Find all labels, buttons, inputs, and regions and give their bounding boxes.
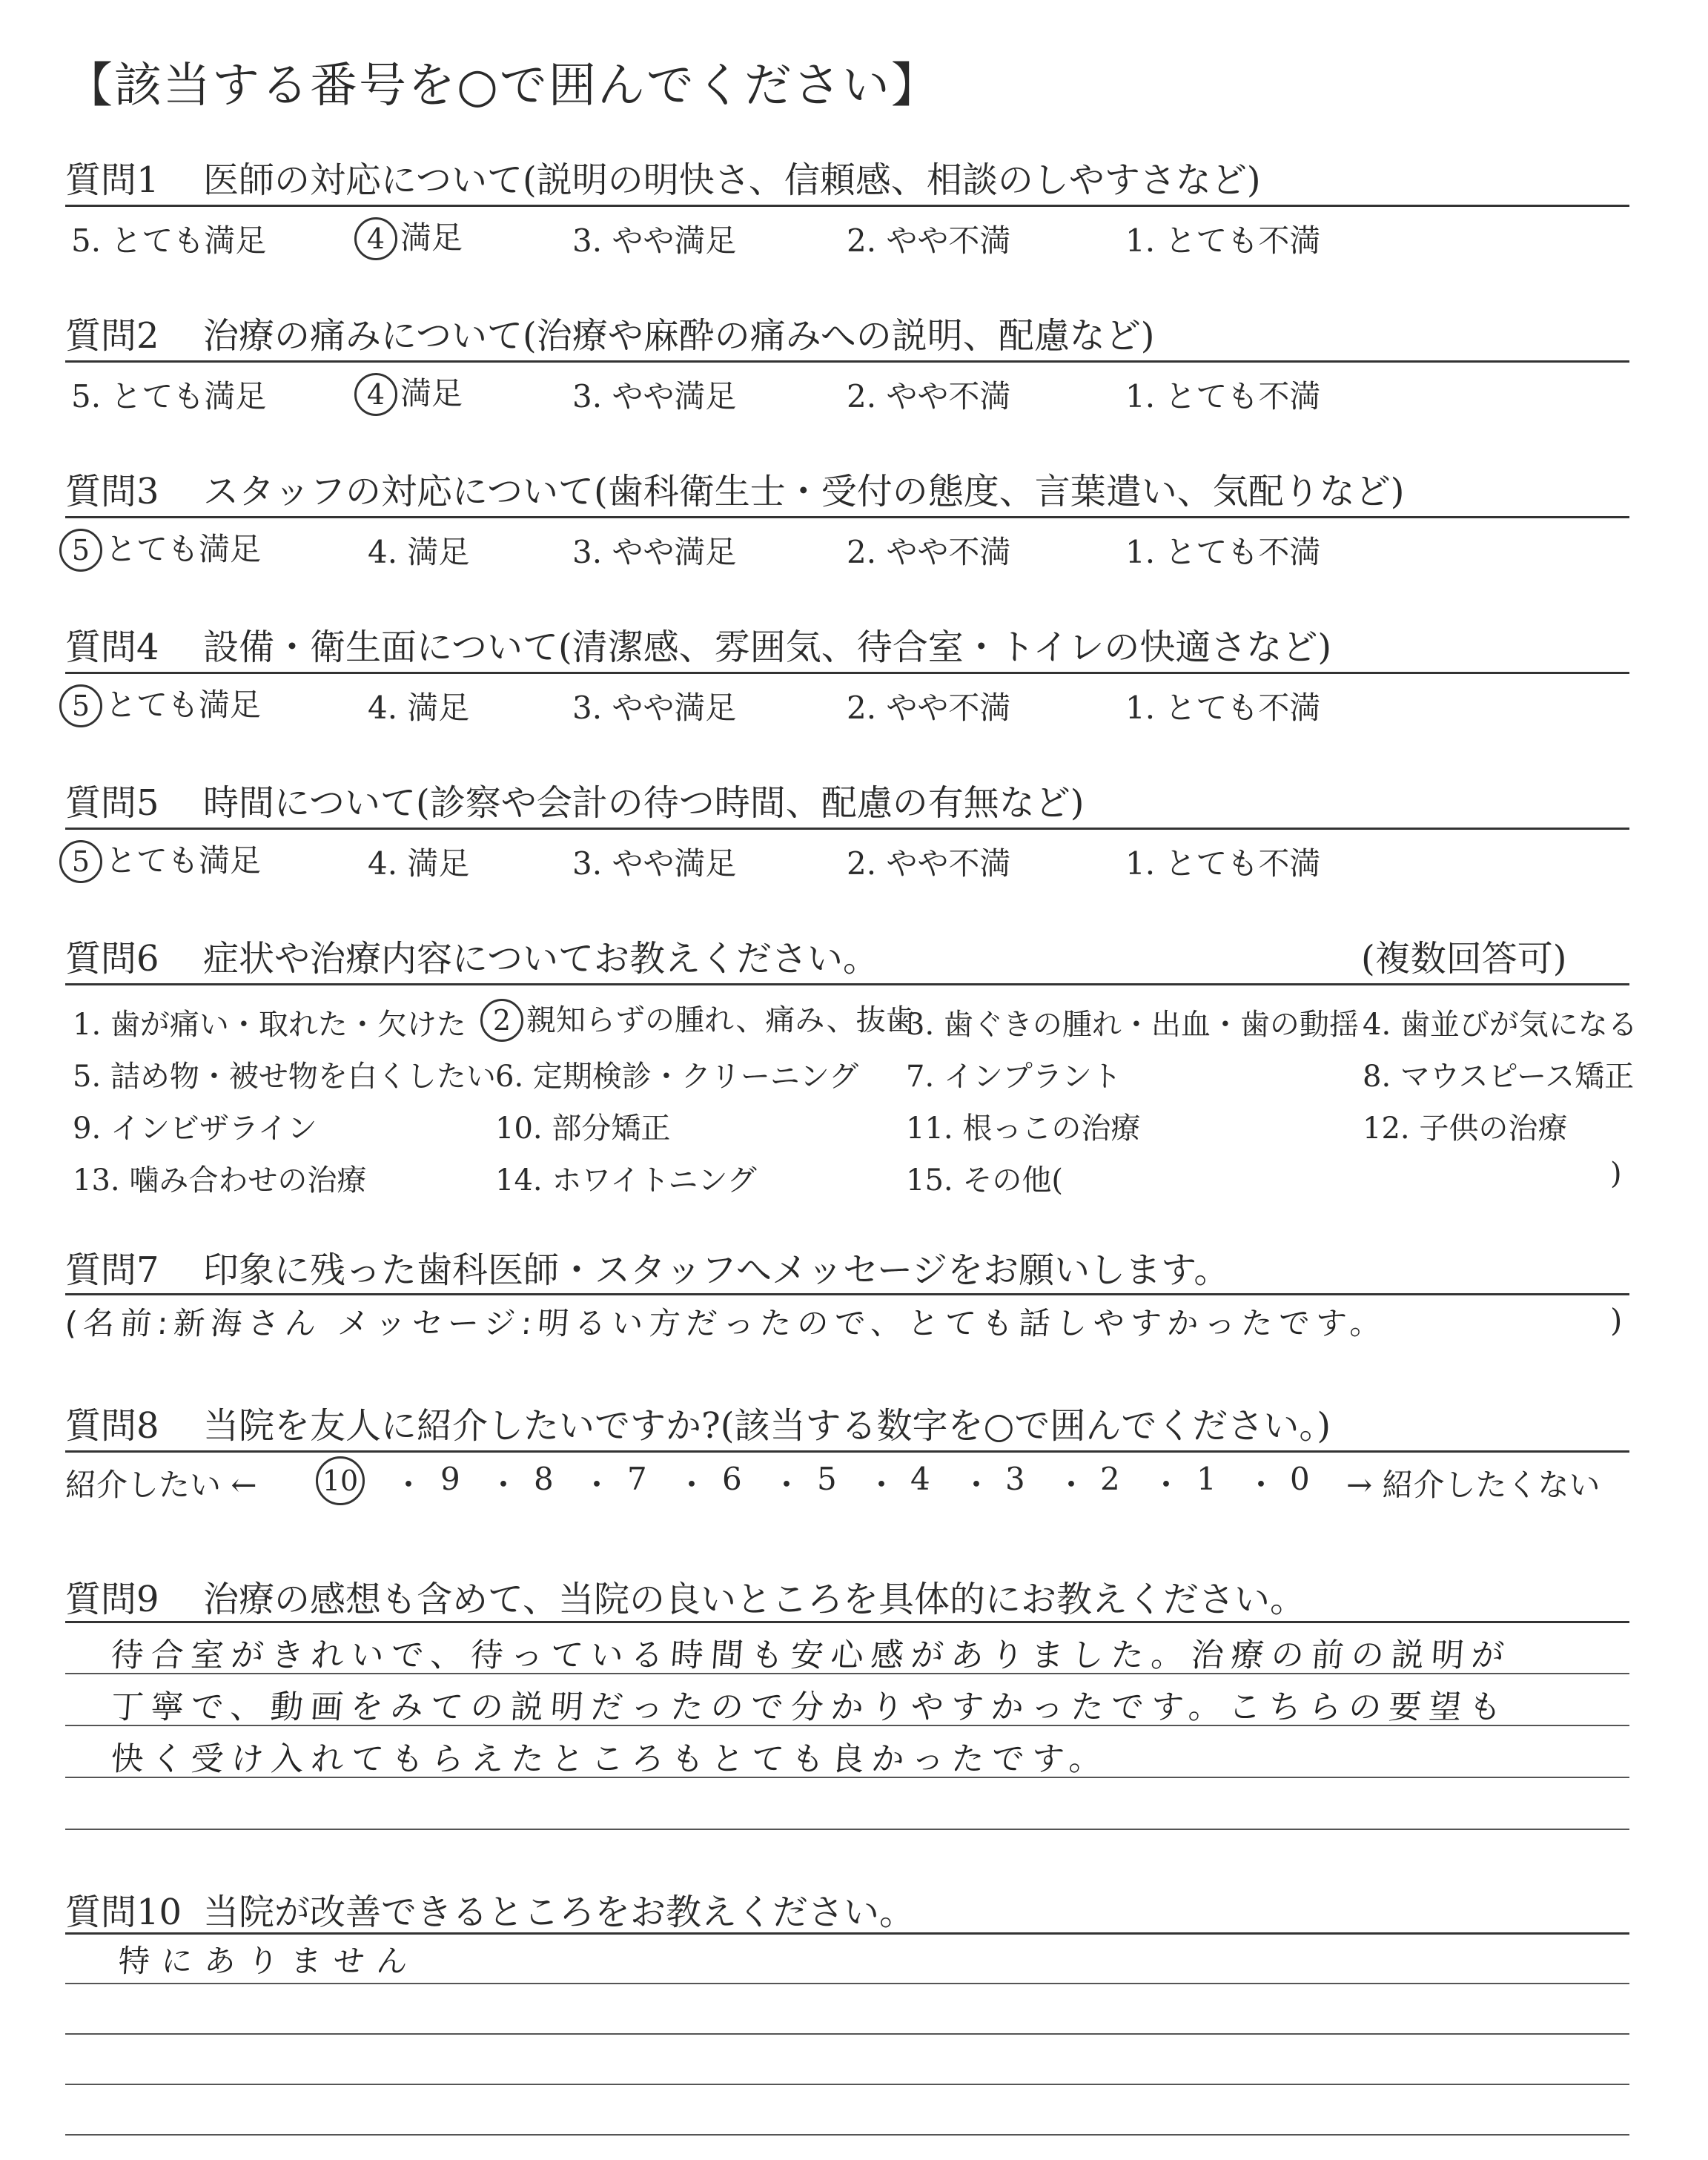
good-points-line-1: 待合室がきれいで、待っている時間も安心感がありました。治療の前の説明が xyxy=(109,1636,1513,1674)
scale-dot: ・ xyxy=(581,1467,613,1503)
question-7-number: 質問7 xyxy=(65,1249,159,1291)
question-9-title xyxy=(65,1571,1305,1622)
q2-option-5[interactable]: 5. とても満足 xyxy=(71,378,267,415)
recommend-option-2[interactable]: 2 xyxy=(1100,1461,1120,1497)
q2-option-1[interactable]: 1. とても不満 xyxy=(1125,378,1321,415)
question-10-title xyxy=(65,1883,915,1935)
q2-option-2[interactable]: 2. やや不満 xyxy=(847,378,1011,415)
multiple-answer-note: (複数回答可) xyxy=(1361,938,1567,980)
q4-option-3[interactable]: 3. やや満足 xyxy=(572,690,737,726)
q3-option-1[interactable]: 1. とても不満 xyxy=(1125,534,1321,570)
scale-dot: ・ xyxy=(393,1467,425,1503)
q1-option-2[interactable]: 2. やや不満 xyxy=(847,222,1011,259)
q1-option-1[interactable]: 1. とても不満 xyxy=(1125,222,1321,259)
recommend-option-4[interactable]: 4 xyxy=(910,1461,930,1497)
q6-other-close-paren: ) xyxy=(1610,1157,1622,1191)
selection-circle: 5 xyxy=(59,684,102,727)
q6-item-3[interactable]: 3. 歯ぐきの腫れ・出血・歯の動揺 xyxy=(906,1008,1359,1042)
scale-dot: ・ xyxy=(961,1467,993,1503)
q4-option-1[interactable]: 1. とても不満 xyxy=(1125,690,1321,726)
question-2-number: 質問2 xyxy=(65,315,159,357)
q6-item-2-selected[interactable]: 2 親知らずの腫れ、痛み、抜歯 xyxy=(480,997,916,1042)
q1-option-4-selected[interactable]: 4 満足 xyxy=(354,214,463,260)
question-2-text: 治療の痛みについて(治療や麻酔の痛みへの説明、配慮など) xyxy=(203,315,1155,357)
question-5-text: 時間について(診察や会計の待つ時間、配慮の有無など) xyxy=(203,782,1085,824)
q4-option-2[interactable]: 2. やや不満 xyxy=(847,690,1011,726)
answer-line xyxy=(65,1725,1629,1726)
question-4-rule xyxy=(65,672,1629,674)
recommend-left-label: 紹介したい ← xyxy=(65,1467,257,1503)
question-3-number: 質問3 xyxy=(65,471,159,512)
question-2-title xyxy=(65,307,1155,358)
answer-line xyxy=(65,1829,1629,1830)
selection-circle: 4 xyxy=(354,373,397,416)
good-points-line-2: 丁寧で、動画をみての説明だったので分かりやすかったです。こちらの要望も xyxy=(109,1688,1511,1726)
question-6-text: 症状や治療内容についてお教えください。 xyxy=(203,938,879,980)
scale-dot: ・ xyxy=(866,1467,898,1503)
question-6-number: 質問6 xyxy=(65,938,159,980)
answer-line xyxy=(65,1983,1629,1984)
recommend-option-3[interactable]: 3 xyxy=(1005,1461,1025,1497)
q3-option-4[interactable]: 4. 満足 xyxy=(368,534,470,570)
q2-option-3[interactable]: 3. やや満足 xyxy=(572,378,737,415)
question-9-rule xyxy=(65,1621,1629,1623)
q4-option-4[interactable]: 4. 満足 xyxy=(368,690,470,726)
question-8-rule xyxy=(65,1450,1629,1453)
answer-line xyxy=(65,2084,1629,2085)
q3-option-2[interactable]: 2. やや不満 xyxy=(847,534,1011,570)
question-6-title xyxy=(65,930,878,981)
question-10-rule xyxy=(65,1932,1629,1935)
question-5-number: 質問5 xyxy=(65,782,159,824)
answer-line xyxy=(65,2134,1629,2136)
question-1-text: 医師の対応について(説明の明快さ、信頼感、相談のしやすさなど) xyxy=(203,159,1261,201)
scale-dot: ・ xyxy=(1151,1467,1182,1503)
scale-dot: ・ xyxy=(771,1467,803,1503)
answer-line xyxy=(65,1673,1629,1674)
q6-item-6[interactable]: 6. 定期検診・クリーニング xyxy=(495,1060,859,1094)
q3-option-3[interactable]: 3. やや満足 xyxy=(572,534,737,570)
selection-circle: 10 xyxy=(316,1456,365,1505)
page-header: 【該当する番号を○で囲んでください】 xyxy=(65,59,940,113)
recommend-option-1[interactable]: 1 xyxy=(1196,1461,1217,1497)
answer-line xyxy=(65,2033,1629,2035)
q3-option-5-selected[interactable]: 5 とても満足 xyxy=(59,525,261,572)
q1-option-3[interactable]: 3. やや満足 xyxy=(572,222,737,259)
question-4-number: 質問4 xyxy=(65,627,159,668)
q4-option-5-selected[interactable]: 5 とても満足 xyxy=(59,681,261,727)
question-5-title xyxy=(65,774,1085,825)
question-1-rule xyxy=(65,205,1629,207)
question-7-text: 印象に残った歯科医師・スタッフへメッセージをお願いします。 xyxy=(203,1249,1230,1291)
q6-item-7[interactable]: 7. インプラント xyxy=(906,1060,1122,1094)
recommend-option-8[interactable]: 8 xyxy=(534,1461,554,1497)
recommend-option-7[interactable]: 7 xyxy=(627,1461,647,1497)
scale-dot: ・ xyxy=(676,1467,708,1503)
q6-item-12[interactable]: 12. 子供の治療 xyxy=(1363,1112,1568,1146)
question-3-text: スタッフの対応について(歯科衛生士・受付の態度、言葉遣い、気配りなど) xyxy=(203,471,1405,512)
question-4-text: 設備・衛生面について(清潔感、雰囲気、待合室・トイレの快適さなど) xyxy=(203,627,1332,668)
scale-dot: ・ xyxy=(488,1467,520,1503)
message-answer: (名前:新海さん メッセージ:明るい方だったので、とても話しやすかったです。 xyxy=(64,1305,1388,1341)
q6-item-9[interactable]: 9. インビザライン xyxy=(73,1112,317,1146)
recommend-option-6[interactable]: 6 xyxy=(722,1461,742,1497)
q2-option-4-selected[interactable]: 4 満足 xyxy=(354,369,463,416)
q5-option-4[interactable]: 4. 満足 xyxy=(368,845,470,882)
recommend-right-label: → 紹介したくない xyxy=(1346,1467,1601,1503)
q6-item-4[interactable]: 4. 歯並びが気になる xyxy=(1363,1008,1638,1042)
scale-dot: ・ xyxy=(1056,1467,1088,1503)
selection-circle: 2 xyxy=(480,999,523,1042)
question-4-title xyxy=(65,618,1331,670)
question-6-rule xyxy=(65,983,1629,985)
q6-item-13[interactable]: 13. 噛み合わせの治療 xyxy=(73,1163,367,1198)
selection-circle: 4 xyxy=(354,217,397,260)
question-7-rule xyxy=(65,1293,1629,1295)
good-points-line-3: 快く受け入れてもらえたところもとても良かったです。 xyxy=(109,1740,1110,1778)
question-2-rule xyxy=(65,360,1629,363)
recommend-option-5[interactable]: 5 xyxy=(817,1461,837,1497)
improvement-answer: 特にありません xyxy=(117,1943,421,1979)
question-5-rule xyxy=(65,828,1629,830)
question-10-text: 当院が改善できるところをお教えください。 xyxy=(203,1892,916,1933)
question-8-text: 当院を友人に紹介したいですか?(該当する数字を○で囲んでください。) xyxy=(203,1405,1331,1447)
q5-option-2[interactable]: 2. やや不満 xyxy=(847,845,1011,882)
recommend-option-9[interactable]: 9 xyxy=(440,1461,460,1497)
answer-line xyxy=(65,1777,1629,1778)
q6-item-10[interactable]: 10. 部分矯正 xyxy=(495,1112,671,1146)
question-1-number: 質問1 xyxy=(65,159,159,201)
selection-circle: 5 xyxy=(59,529,102,572)
question-9-number: 質問9 xyxy=(65,1579,159,1620)
q5-option-5-selected[interactable]: 5 とても満足 xyxy=(59,836,261,883)
q6-item-11[interactable]: 11. 根っこの治療 xyxy=(906,1112,1141,1146)
recommend-option-0[interactable]: 0 xyxy=(1290,1461,1310,1497)
selection-circle: 5 xyxy=(59,840,102,883)
question-10-number: 質問10 xyxy=(65,1892,182,1933)
q6-item-5[interactable]: 5. 詰め物・被せ物を白くしたい xyxy=(73,1060,496,1094)
question-3-rule xyxy=(65,516,1629,518)
question-8-title xyxy=(65,1397,1331,1448)
question-1-title xyxy=(65,151,1261,202)
q6-item-15[interactable]: 15. その他( xyxy=(906,1163,1063,1198)
q6-item-14[interactable]: 14. ホワイトニング xyxy=(495,1163,757,1198)
scale-dot: ・ xyxy=(1245,1467,1277,1503)
question-9-text: 治療の感想も含めて、当院の良いところを具体的にお教えください。 xyxy=(203,1579,1306,1620)
question-7-title xyxy=(65,1241,1229,1292)
question-3-title xyxy=(65,463,1405,514)
q5-option-3[interactable]: 3. やや満足 xyxy=(572,845,737,882)
q6-item-8[interactable]: 8. マウスピース矯正 xyxy=(1363,1060,1635,1094)
q1-option-5[interactable]: 5. とても満足 xyxy=(71,222,267,259)
message-close-paren: ) xyxy=(1610,1302,1623,1338)
q6-item-1[interactable]: 1. 歯が痛い・取れた・欠けた xyxy=(73,1008,466,1042)
q5-option-1[interactable]: 1. とても不満 xyxy=(1125,845,1321,882)
question-8-number: 質問8 xyxy=(65,1405,159,1447)
